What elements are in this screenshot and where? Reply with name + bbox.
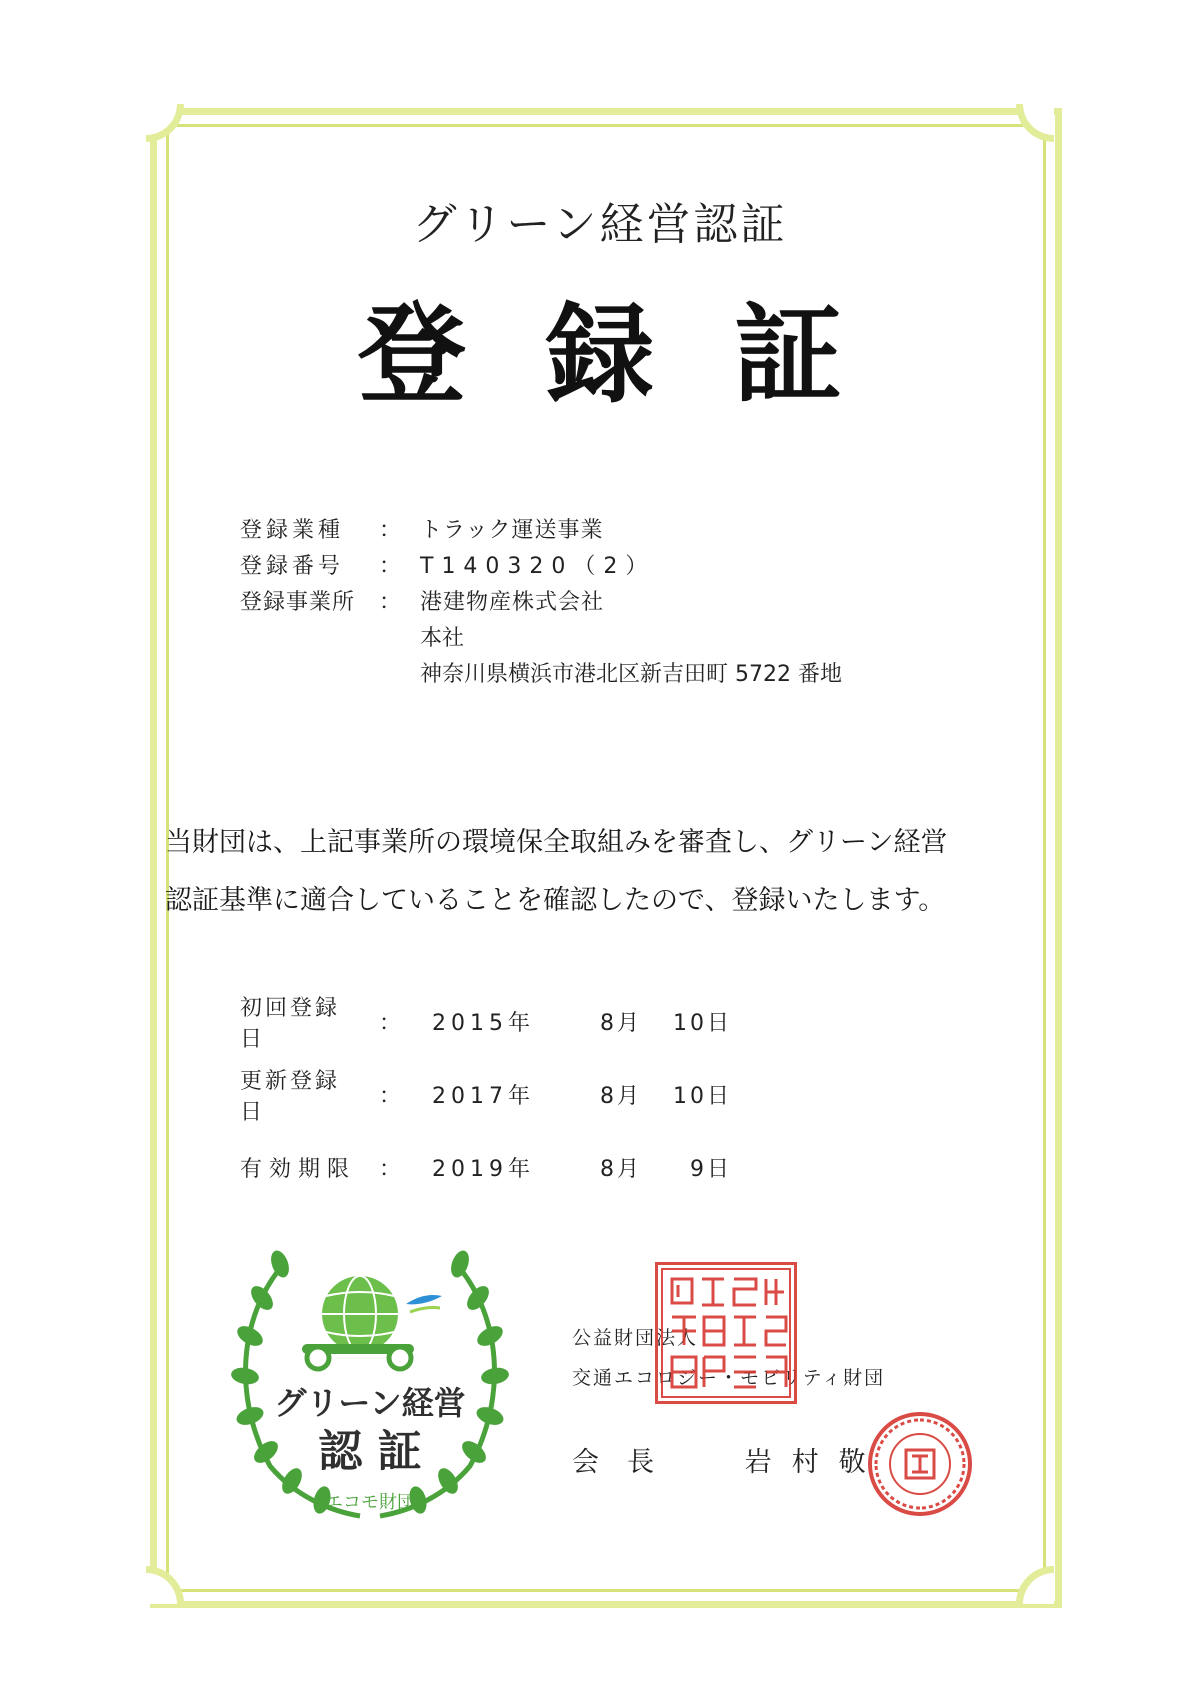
date-colon: ： [378,1157,401,1182]
date-label: 有効期限 [240,1157,357,1182]
category-value: トラック運送事業 [420,517,604,543]
date-year: 2017年 [432,1084,535,1109]
category-colon: ： [378,517,401,543]
date-year: 2019年 [432,1157,535,1182]
date-label: 更新登録日 [240,1068,341,1125]
issuer-type: 公益財団法人 [572,1327,699,1349]
date-colon: ： [378,1011,401,1036]
date-year: 2015年 [432,1011,535,1036]
registration-info [240,510,842,690]
chairman-name: 岩村敬 [744,1447,886,1478]
chairman-label: 会長 [572,1447,682,1478]
globe-car-icon [302,1276,442,1369]
emblem-line-2: 認 証 [318,1426,422,1477]
date-row-initial [240,985,732,1058]
statement-line-2: 認証基準に適合していることを確認したので、登録いたします。 [165,885,946,916]
office-branch: 本社 [420,625,465,651]
green-management-emblem [210,1236,530,1526]
date-day: 9日 [690,1157,732,1182]
chairman-line [572,1440,886,1479]
category-label: 登録業種 [240,517,345,543]
square-seal-glyph-icon [658,1265,794,1401]
date-label: 初回登録日 [240,995,341,1052]
certificate-title: 登録証 [357,293,922,418]
date-month: 8月 [600,1011,642,1036]
office-label: 登録事業所 [240,589,356,615]
certification-statement [165,814,1045,930]
office-colon: ： [378,589,401,615]
date-day: 10日 [673,1084,732,1109]
number-row [240,546,842,582]
number-label: 登録番号 [240,553,345,579]
issuer-name: 交通エコロジー・モビリティ財団 [572,1367,886,1389]
number-colon: ： [378,553,401,579]
date-row-expiry [240,1131,732,1204]
office-row [240,582,842,618]
date-month: 8月 [600,1157,642,1182]
date-day: 10日 [673,1011,732,1036]
certificate-subtitle: グリーン経営認証 [412,199,788,250]
date-table [240,985,732,1204]
number-value: T140320（2） [420,553,656,579]
official-square-seal [655,1262,797,1404]
office-address: 神奈川県横浜市港北区新吉田町 5722 番地 [420,661,842,687]
date-row-renewal [240,1058,732,1131]
office-company: 港建物産株式会社 [420,589,605,615]
statement-line-1: 当財団は、上記事業所の環境保全取組みを審査し、グリーン経営 [165,827,948,858]
category-row [240,510,842,546]
date-month: 8月 [600,1084,642,1109]
date-colon: ： [378,1084,401,1109]
emblem-line-1: グリーン経営 [274,1384,466,1422]
emblem-ribbon-text: エコモ財団 [325,1492,415,1513]
